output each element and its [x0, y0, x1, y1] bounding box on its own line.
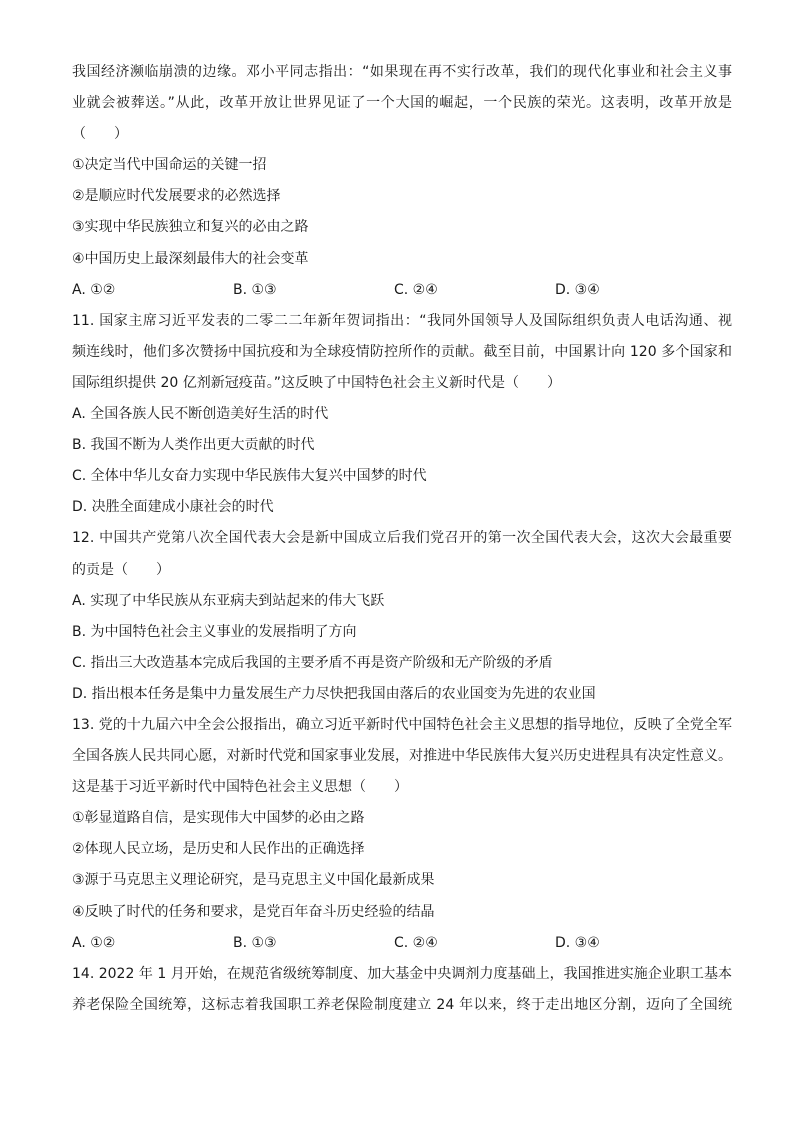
question-13: [72, 715, 732, 964]
question-13-statement: ②体现人民立场，是历史和人民作出的正确选择: [72, 841, 365, 858]
question-13-stem-line: 全国各族人民共同心愿，对新时代党和国家事业发展，对推进中华民族伟大复兴历史进程具有决定性意义。: [72, 748, 732, 765]
question-13-options: [72, 933, 732, 964]
option-a: A. 实现了中华民族从东亚病夫到站起来的伟大飞跃: [72, 592, 385, 609]
question-13-stem-line: 13. 党的十九届六中全会公报指出，确立习近平新时代中国特色社会主义思想的指导地位，反映了全党全军: [72, 716, 732, 733]
question-12-stem-line: 12. 中国共产党第八次全国代表大会是新中国成立后我们党召开的第一次全国代表大会，这次大会最重要: [72, 530, 732, 547]
question-10-answer-blank: （ ）: [72, 126, 128, 143]
option-a: A. 全国各族人民不断创造美好生活的时代: [72, 406, 329, 423]
option-b: B. 为中国特色社会主义事业的发展指明了方向: [72, 623, 357, 640]
question-10-statement: ②是顺应时代发展要求的必然选择: [72, 188, 281, 205]
question-14-stem-line: 养老保险全国统筹，这标志着我国职工养老保险制度建立 24 年以来，终于走出地区分割，迈向了全国统: [72, 996, 732, 1013]
question-12-stem-line: 的贡是（ ）: [72, 561, 170, 578]
question-13-statement: ④反映了时代的任务和要求，是党百年奋斗历史经验的结晶: [72, 903, 435, 920]
question-10-statement: ③实现中华民族独立和复兴的必由之路: [72, 219, 309, 236]
option-c: C. 全体中华儿女奋力实现中华民族伟大复兴中国梦的时代: [72, 468, 427, 485]
option-d: D. ③④: [555, 934, 600, 951]
option-d: D. 决胜全面建成小康社会的时代: [72, 499, 274, 516]
option-d: D. 指出根本任务是集中力量发展生产力尽快把我国由落后的农业国变为先进的农业国: [72, 685, 596, 702]
question-10-statement: ①决定当代中国命运的关键一招: [72, 157, 267, 174]
option-b: B. 我国不断为人类作出更大贡献的时代: [72, 437, 315, 454]
question-13-statement: ③源于马克思主义理论研究，是马克思主义中国化最新成果: [72, 872, 435, 889]
question-10: [72, 62, 732, 311]
option-b: B. ①③: [233, 934, 277, 951]
question-13-stem-line: 这是基于习近平新时代中国特色社会主义思想（ ）: [72, 779, 408, 796]
question-10-stem-line: 业就会被葬送。”从此，改革开放让世界见证了一个大国的崛起，一个民族的荣光。这表明，改革开放是: [72, 95, 732, 112]
exam-page: [72, 62, 732, 1026]
option-a: A. ①②: [72, 281, 116, 298]
option-c: C. 指出三大改造基本完成后我国的主要矛盾不再是资产阶级和无产阶级的矛盾: [72, 654, 553, 671]
option-c: C. ②④: [394, 281, 438, 298]
question-10-statement: ④中国历史上最深刻最伟大的社会变革: [72, 250, 309, 267]
option-b: B. ①③: [233, 281, 277, 298]
question-13-statement: ①彰显道路自信，是实现伟大中国梦的必由之路: [72, 810, 365, 827]
option-d: D. ③④: [555, 281, 600, 298]
question-14-stem-line: 14. 2022 年 1 月开始，在规范省级统筹制度、加大基金中央调剂力度基础上，我国推进实施企业职工基本: [72, 965, 732, 982]
question-11-stem-line: 国际组织提供 20 亿剂新冠疫苗。”这反映了中国特色社会主义新时代是（ ）: [72, 374, 561, 391]
question-14: [72, 964, 732, 1026]
option-c: C. ②④: [394, 934, 438, 951]
question-10-options: [72, 280, 732, 311]
question-11-stem-line: 11. 国家主席习近平发表的二零二二年新年贺词指出：“我同外国领导人及国际组织负责人电话沟通、视: [72, 312, 732, 329]
question-11-stem-line: 频连线时，他们多次赞扬中国抗疫和为全球疫情防控所作的贡献。截至目前，中国累计向 120 多个国家和: [72, 343, 732, 360]
option-a: A. ①②: [72, 934, 116, 951]
question-11: [72, 311, 732, 529]
question-10-stem-line: 我国经济濒临崩溃的边缘。邓小平同志指出：“如果现在再不实行改革，我们的现代化事业和社会主义事: [72, 64, 732, 80]
question-12: [72, 528, 732, 715]
